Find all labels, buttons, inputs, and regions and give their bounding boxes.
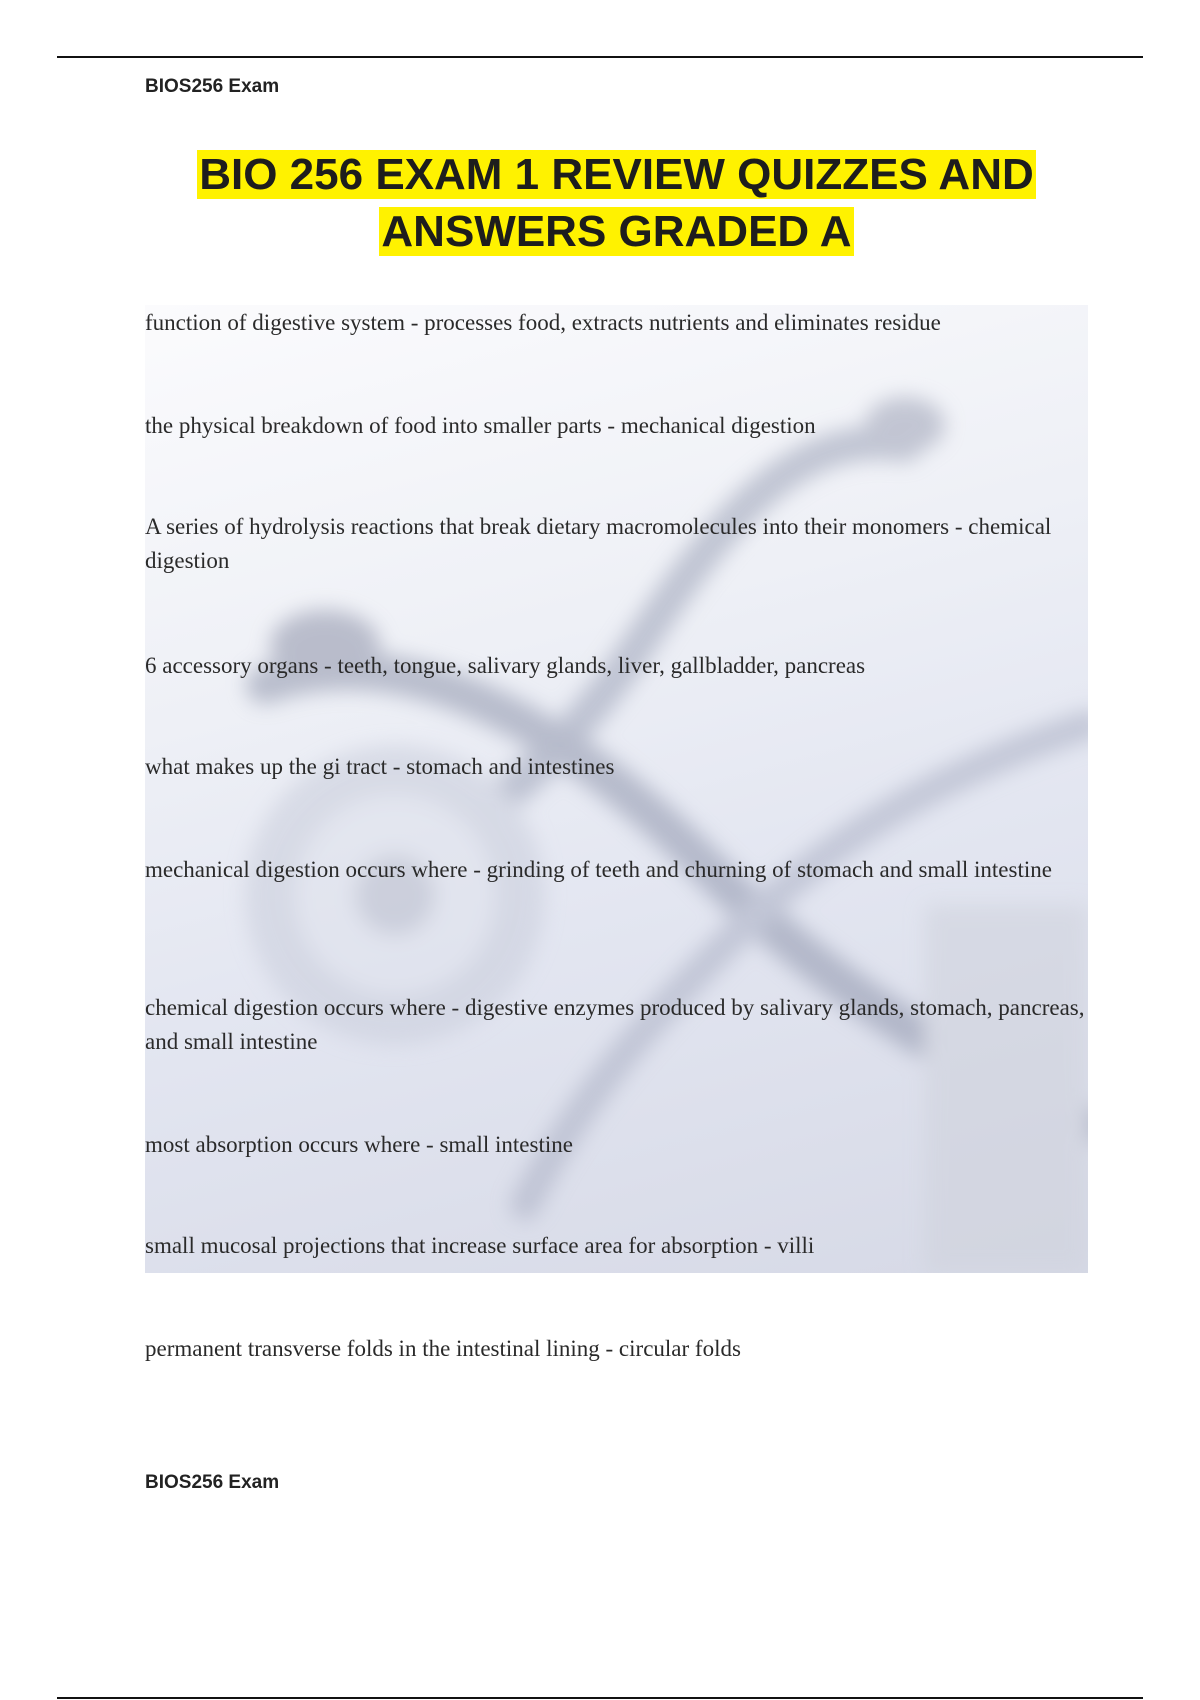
qa-item: the physical breakdown of food into smaller parts - mechanical digestion — [145, 413, 816, 438]
qa-item: permanent transverse folds in the intestinal lining - circular folds — [145, 1336, 741, 1361]
qa-item: what makes up the gi tract - stomach and intestines — [145, 754, 615, 779]
page-header: BIOS256 Exam — [145, 76, 280, 97]
document-title — [145, 146, 1088, 260]
qa-item: chemical digestion occurs where - digestive enzymes produced by salivary glands, stomach, pancreas, and small intestine — [145, 995, 1085, 1054]
qa-item: function of digestive system - processes food, extracts nutrients and eliminates residue — [145, 310, 941, 335]
qa-item: 6 accessory organs - teeth, tongue, salivary glands, liver, gallbladder, pancreas — [145, 653, 866, 678]
qa-item: mechanical digestion occurs where - grinding of teeth and churning of stomach and small intestine — [145, 857, 1052, 882]
bottom-rule — [57, 1697, 1143, 1699]
title-line-1: BIO 256 EXAM 1 REVIEW QUIZZES AND — [199, 150, 1034, 199]
title-line-2: ANSWERS GRADED A — [381, 207, 852, 256]
top-rule — [57, 56, 1143, 58]
page-footer: BIOS256 Exam — [145, 1472, 280, 1493]
qa-item: most absorption occurs where - small intestine — [145, 1132, 573, 1157]
qa-item: A series of hydrolysis reactions that break dietary macromolecules into their monomers - chemical digestion — [145, 514, 1052, 573]
qa-item: small mucosal projections that increase surface area for absorption - villi — [145, 1233, 815, 1258]
